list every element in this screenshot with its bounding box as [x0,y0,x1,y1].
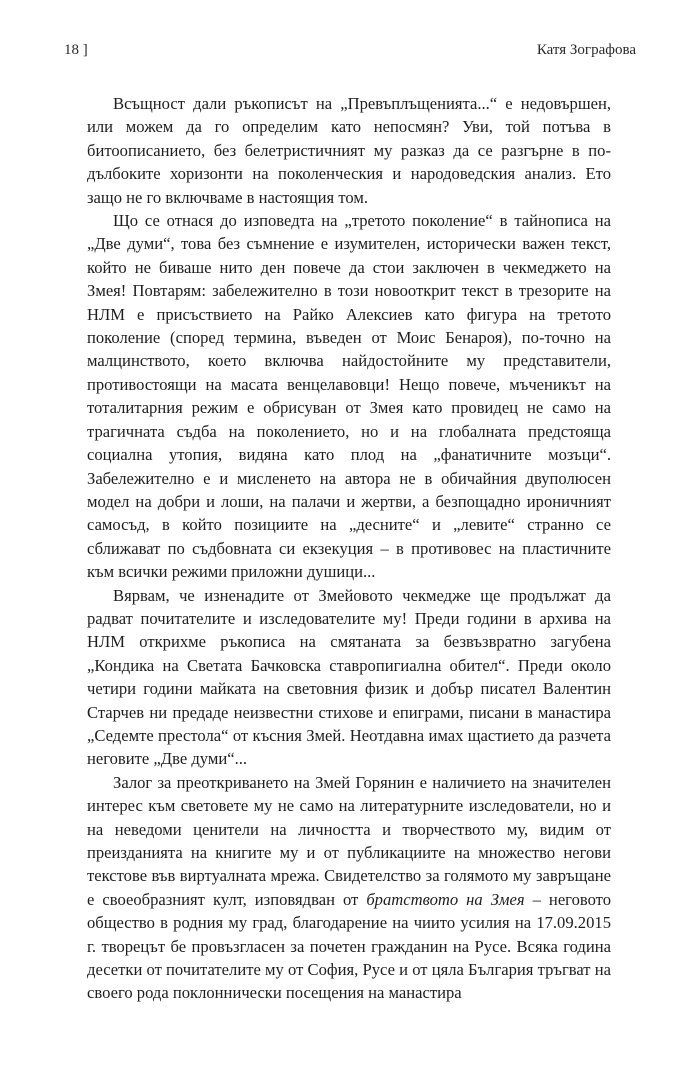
paragraph: Що се отнася до изповедта на „третото поколение“ в тайнописа на „Две думи“, това без съмнение е изумителен, исторически важен текст, който не биваше нито ден повече да стои заключен в чекмеджето на Змея! Повтарям: забележително в този новооткрит текст в трезорите на НЛМ е присъствието на Райко Алексиев като фигура на третото поколение (според термина, въведен от Моис Бенароя), по-точно на малцинството, което включва найдостойните му представители, противостоящи на масата венцелавовци! Нещо повече, мъченикът на тоталитарния режим е обрисуван от Змея като провидец не само на трагичната съдба на поколението, но и на глобалната предстояща социална утопия, видяна като плод на „фанатичните мозъци“. Забележително е и мисленето на автора не в обичайния двуполюсен модел на добри и лоши, на палачи и жертви, а безпощадно ироничният самосъд, в който позициите на „десните“ и „левите“ странно се сближават по съдбовната си екзекуция – в противовес на пластичните към всички режими приложни душици... [87,211,611,582]
paragraph: Всъщност дали ръкописът на „Превъплъщенията...“ е недовършен, или можем да го определим като непосмян? Уви, той потъва в битоописанието, без белетристичният му разказ да се разгърне в по-дълбоките хоризонти на поколенческия и народоведския анализ. Ето защо не го включваме в настоящия том. [87,94,611,207]
body-text [87,92,611,1005]
paragraph: Вярвам, че изненадите от Змейовото чекмедже ще продължат да радват почитателите и изследователите му! Преди години в архива на НЛМ открихме ръкописа на смятаната за безвъзвратно загубена „Кондика на Светата Бачковска ставропигиална обител“. Преди около четири години майката на световния физик и добър писател Валентин Старчев ни предаде неизвестни стихове и епиграми, писани в манастира „Седемте престола“ от късния Змей. Неотдавна имах щастието да разчета неговите „Две думи“... [87,585,611,769]
page-header [64,42,636,66]
paragraph [87,771,611,1005]
paragraph-text: – неговото общество в родния му град, благодарение на чиито усилия на 17.09.2015 г. творецът бе провъзгласен за почетен гражданин на Русе. Всяка година десетки от почитателите му от София, Русе и от цяла България тръгват на своего рода поклоннически посещения на манастира [87,889,611,1003]
page-number: 18 ] [64,42,88,58]
running-title: Катя Зографова [536,42,636,58]
italic-phrase: братството на Змея [366,889,525,909]
paragraph-text: Залог за преоткриването на Змей Горянин е наличието на значителен интерес към световете му не само на литературните изследователи, но и на неведоми ценители на личността и творчеството му, видим от преизданията на книгите му и от публикациите на множество негови текстове във виртуалната мрежа. Свидетелство за голямото му завръщане е своеобразният култ, изповядван от [87,772,611,909]
